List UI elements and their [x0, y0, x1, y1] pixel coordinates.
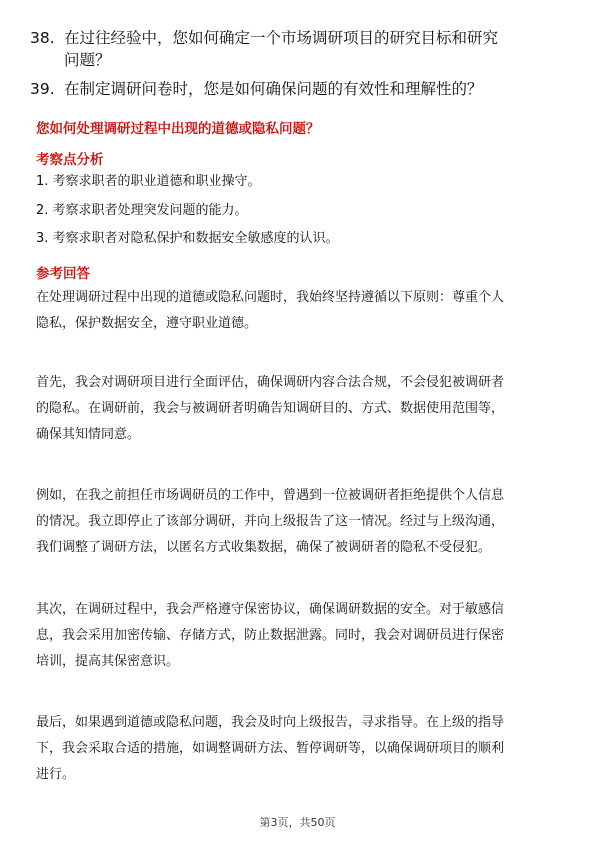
question-text-line: 在制定调研问卷时，您是如何确保问题的有效性和理解性的？ — [64, 80, 483, 98]
question-text-line: 问题？ — [64, 51, 111, 69]
question-39 — [30, 78, 560, 100]
paragraph-line: 的隐私。在调研前，我会与被调研者明确告知调研目的、方式、数据使用范围等， — [36, 401, 505, 416]
analysis-point: 2. 考察求职者处理突发问题的能力。 — [36, 203, 248, 218]
paragraph-line: 例如，在我之前担任市场调研员的工作中，曾遇到一位被调研者拒绝提供个人信息 — [36, 488, 505, 503]
page-number-footer: 第3页，共50页 — [259, 816, 336, 829]
paragraph-line: 隐私，保护数据安全，遵守职业道德。 — [36, 316, 258, 331]
answer-paragraph-2 — [36, 370, 560, 448]
paragraph-line: 进行。 — [36, 767, 76, 782]
paragraph-line: 在处理调研过程中出现的道德或隐私问题时，我始终坚持遵循以下原则：尊重个人 — [36, 290, 505, 305]
paragraph-line: 最后，如果遇到道德或隐私问题，我会及时向上级报告，寻求指导。在上级的指导 — [36, 715, 505, 730]
analysis-point: 1. 考察求职者的职业道德和职业操守。 — [36, 174, 261, 189]
paragraph-line: 下，我会采取合适的措施，如调整调研方法、暂停调研等，以确保调研项目的顺利 — [36, 741, 505, 756]
paragraph-line: 我们调整了调研方法，以匿名方式收集数据，确保了被调研者的隐私不受侵犯。 — [36, 540, 492, 555]
answer-heading: 参考回答 — [36, 266, 90, 282]
analysis-heading: 考察点分析 — [36, 152, 104, 168]
question-number: 39. — [30, 80, 55, 98]
paragraph-line: 息，我会采用加密传输、存储方式，防止数据泄露。同时，我会对调研员进行保密 — [36, 628, 505, 643]
paragraph-line: 的情况。我立即停止了该部分调研，并向上级报告了这一情况。经过与上级沟通， — [36, 514, 505, 529]
answer-paragraph-4 — [36, 597, 560, 675]
question-38 — [30, 27, 560, 71]
analysis-point: 3. 考察求职者对隐私保护和数据安全敏感度的认识。 — [36, 231, 339, 246]
paragraph-line: 确保其知情同意。 — [36, 427, 141, 442]
answer-paragraph-5 — [36, 710, 560, 788]
question-number: 38. — [30, 29, 55, 47]
answer-paragraph-3 — [36, 483, 560, 561]
highlighted-question: 您如何处理调研过程中出现的道德或隐私问题？ — [36, 121, 320, 137]
question-text-line: 在过往经验中，您如何确定一个市场调研项目的研究目标和研究 — [64, 29, 499, 47]
paragraph-line: 培训，提高其保密意识。 — [36, 654, 180, 669]
paragraph-line: 其次，在调研过程中，我会严格遵守保密协议，确保调研数据的安全。对于敏感信 — [36, 602, 505, 617]
paragraph-line: 首先，我会对调研项目进行全面评估，确保调研内容合法合规，不会侵犯被调研者 — [36, 375, 505, 390]
answer-paragraph-1 — [36, 285, 560, 337]
